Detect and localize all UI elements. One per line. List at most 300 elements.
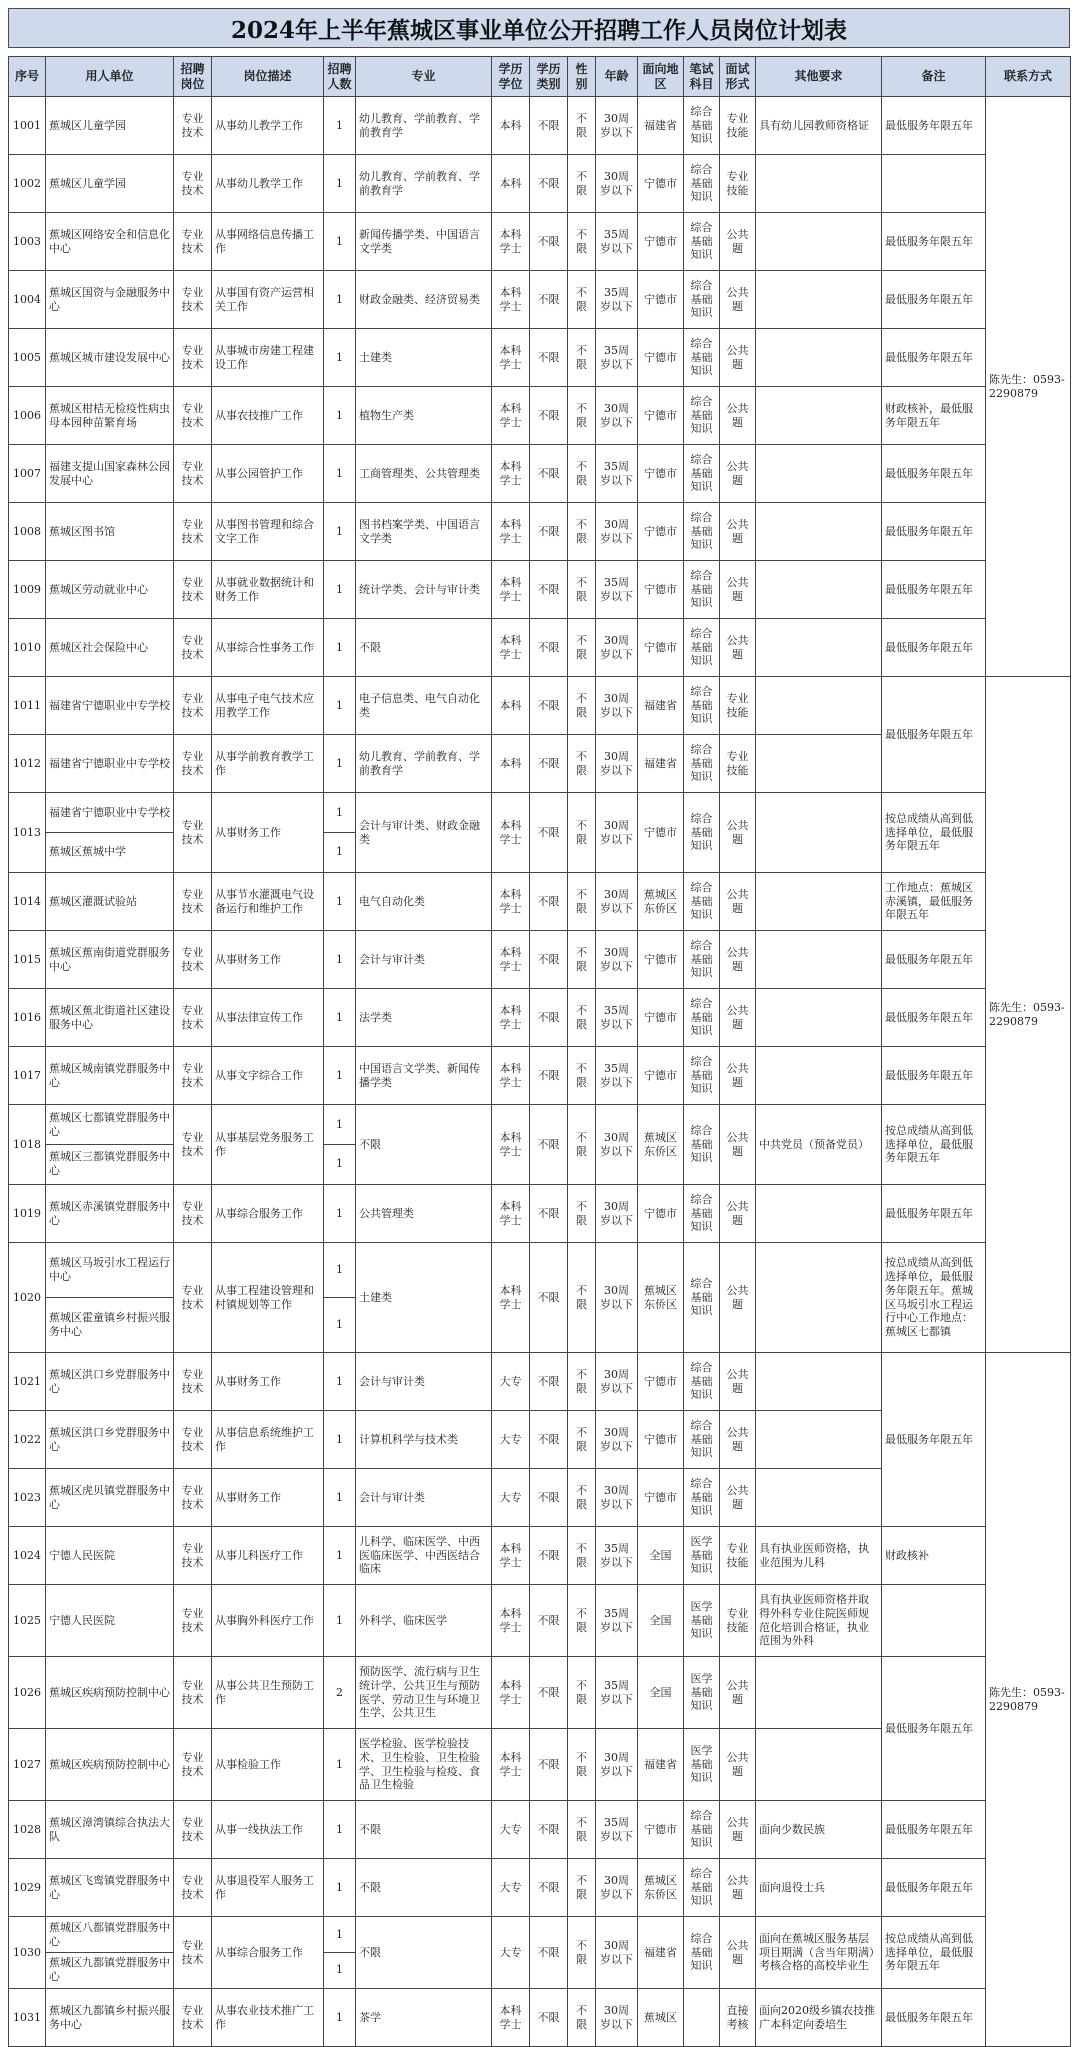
id-cell: 1020	[9, 1243, 46, 1353]
edu-cell: 本科学士	[492, 619, 530, 677]
num-cell: 1	[324, 561, 356, 619]
desc-cell: 从事节水灌溉电气设备运行和维护工作	[212, 873, 324, 931]
table-row	[9, 1859, 1071, 1917]
area-cell: 全国	[638, 1657, 684, 1729]
interview-cell: 公共题	[720, 1469, 756, 1527]
table-row	[9, 1917, 1071, 1989]
sex-cell: 不限	[568, 1185, 596, 1243]
cat-cell: 不限	[530, 387, 568, 445]
age-cell: 30周岁以下	[596, 1185, 638, 1243]
table-row	[9, 561, 1071, 619]
major-cell: 幼儿教育、学前教育、学前教育学	[356, 97, 492, 155]
cat-cell: 不限	[530, 1105, 568, 1185]
id-cell: 1028	[9, 1801, 46, 1859]
cat-cell: 不限	[530, 329, 568, 387]
sex-cell: 不限	[568, 1105, 596, 1185]
note-cell: 最低服务年限五年	[882, 445, 986, 503]
sex-cell: 不限	[568, 329, 596, 387]
age-cell: 30周岁以下	[596, 1243, 638, 1353]
table-row	[9, 1353, 1071, 1411]
edu-cell: 本科学士	[492, 271, 530, 329]
cat-cell: 不限	[530, 735, 568, 793]
interview-cell: 公共题	[720, 1729, 756, 1801]
post-cell: 专业技术	[174, 1585, 212, 1657]
sex-cell: 不限	[568, 619, 596, 677]
desc-cell: 从事检验工作	[212, 1729, 324, 1801]
unit-cell-part: 蕉城区三都镇党群服务中心	[49, 1150, 170, 1177]
post-cell: 专业技术	[174, 1729, 212, 1801]
post-cell: 专业技术	[174, 329, 212, 387]
desc-cell: 从事一线执法工作	[212, 1801, 324, 1859]
interview-cell: 专业技能	[720, 1585, 756, 1657]
col-interview-header: 面试形式	[720, 57, 756, 97]
contact-cell: 陈先生：0593-2290879	[986, 1353, 1071, 2047]
desc-cell: 从事财务工作	[212, 1353, 324, 1411]
id-cell: 1014	[9, 873, 46, 931]
area-cell: 宁德市	[638, 561, 684, 619]
area-cell: 宁德市	[638, 503, 684, 561]
desc-cell: 从事工程建设管理和村镇规划等工作	[212, 1243, 324, 1353]
major-cell: 统计学类、会计与审计类	[356, 561, 492, 619]
post-cell: 专业技术	[174, 561, 212, 619]
sex-cell: 不限	[568, 387, 596, 445]
unit-cell: 蕉城区柑桔无检疫性病虫母本园种苗繁育场	[46, 387, 174, 445]
num-cell-part: 1	[336, 1963, 343, 1977]
exam-cell: 综合基础知识	[684, 1243, 720, 1353]
contact-cell: 陈先生：0593-2290879	[986, 677, 1071, 1353]
cat-cell: 不限	[530, 155, 568, 213]
col-id-header: 序号	[9, 57, 46, 97]
sex-cell: 不限	[568, 735, 596, 793]
unit-cell: 蕉城区洪口乡党群服务中心	[46, 1353, 174, 1411]
edu-cell: 本科	[492, 735, 530, 793]
id-cell: 1002	[9, 155, 46, 213]
cat-cell: 不限	[530, 677, 568, 735]
id-cell: 1017	[9, 1047, 46, 1105]
area-cell: 宁德市	[638, 329, 684, 387]
post-cell: 专业技术	[174, 619, 212, 677]
id-cell: 1027	[9, 1729, 46, 1801]
other-cell	[756, 793, 882, 873]
interview-cell: 公共题	[720, 1185, 756, 1243]
cat-cell: 不限	[530, 1353, 568, 1411]
num-cell: 1	[324, 1989, 356, 2047]
interview-cell: 专业技能	[720, 735, 756, 793]
other-cell	[756, 873, 882, 931]
age-cell: 35周岁以下	[596, 561, 638, 619]
major-cell: 法学类	[356, 989, 492, 1047]
interview-cell: 公共题	[720, 989, 756, 1047]
major-cell: 土建类	[356, 329, 492, 387]
id-cell: 1029	[9, 1859, 46, 1917]
table-row	[9, 271, 1071, 329]
table-row	[9, 1047, 1071, 1105]
age-cell: 30周岁以下	[596, 1729, 638, 1801]
exam-cell: 综合基础知识	[684, 213, 720, 271]
num-cell: 1	[324, 873, 356, 931]
area-cell: 宁德市	[638, 155, 684, 213]
exam-cell: 综合基础知识	[684, 97, 720, 155]
interview-cell: 公共题	[720, 1105, 756, 1185]
age-cell: 30周岁以下	[596, 1105, 638, 1185]
exam-cell: 综合基础知识	[684, 931, 720, 989]
interview-cell: 专业技能	[720, 155, 756, 213]
other-cell	[756, 155, 882, 213]
unit-cell: 蕉城区洪口乡党群服务中心	[46, 1411, 174, 1469]
note-cell: 最低服务年限五年	[882, 561, 986, 619]
edu-cell: 本科学士	[492, 387, 530, 445]
table-row	[9, 1657, 1071, 1729]
exam-cell: 综合基础知识	[684, 1105, 720, 1185]
note-cell: 最低服务年限五年	[882, 1859, 986, 1917]
desc-cell: 从事公园管护工作	[212, 445, 324, 503]
table-row	[9, 989, 1071, 1047]
sex-cell: 不限	[568, 1917, 596, 1989]
id-cell: 1008	[9, 503, 46, 561]
age-cell: 35周岁以下	[596, 1801, 638, 1859]
edu-cell: 本科学士	[492, 213, 530, 271]
desc-cell: 从事幼儿教学工作	[212, 97, 324, 155]
id-cell: 1022	[9, 1411, 46, 1469]
desc-cell: 从事幼儿教学工作	[212, 155, 324, 213]
unit-cell	[46, 793, 174, 873]
age-cell: 30周岁以下	[596, 503, 638, 561]
num-cell-part: 1	[336, 845, 343, 859]
interview-cell: 直接考核	[720, 1989, 756, 2047]
num-cell: 1	[324, 97, 356, 155]
unit-cell: 蕉城区赤溪镇党群服务中心	[46, 1185, 174, 1243]
num-cell: 1	[324, 619, 356, 677]
num-cell-part: 1	[324, 794, 355, 833]
other-cell	[756, 1047, 882, 1105]
id-cell: 1003	[9, 213, 46, 271]
exam-cell: 综合基础知识	[684, 503, 720, 561]
num-cell: 1	[324, 1185, 356, 1243]
other-cell: 中共党员（预备党员）	[756, 1105, 882, 1185]
desc-cell: 从事财务工作	[212, 793, 324, 873]
interview-cell: 公共题	[720, 271, 756, 329]
area-cell: 福建省	[638, 1729, 684, 1801]
table-row	[9, 329, 1071, 387]
desc-cell: 从事胸外科医疗工作	[212, 1585, 324, 1657]
interview-cell: 公共题	[720, 931, 756, 989]
cat-cell: 不限	[530, 1411, 568, 1469]
other-cell	[756, 1729, 882, 1801]
note-cell: 财政核补，最低服务年限五年	[882, 387, 986, 445]
desc-cell: 从事法律宣传工作	[212, 989, 324, 1047]
area-cell: 蕉城区东侨区	[638, 873, 684, 931]
num-cell: 1	[324, 1527, 356, 1585]
unit-cell-part: 蕉城区八都镇党群服务中心	[46, 1918, 173, 1953]
area-cell: 宁德市	[638, 931, 684, 989]
unit-cell-part: 蕉城区蕉城中学	[49, 845, 126, 859]
table-row	[9, 1105, 1071, 1185]
other-cell	[756, 503, 882, 561]
area-cell: 宁德市	[638, 1185, 684, 1243]
edu-cell: 大专	[492, 1917, 530, 1989]
post-cell: 专业技术	[174, 873, 212, 931]
exam-cell: 综合基础知识	[684, 561, 720, 619]
id-cell: 1010	[9, 619, 46, 677]
num-cell: 1	[324, 989, 356, 1047]
age-cell: 35周岁以下	[596, 1585, 638, 1657]
sex-cell: 不限	[568, 271, 596, 329]
note-cell: 最低服务年限五年	[882, 503, 986, 561]
post-cell: 专业技术	[174, 1859, 212, 1917]
desc-cell: 从事国有资产运营相关工作	[212, 271, 324, 329]
id-cell: 1004	[9, 271, 46, 329]
exam-cell: 综合基础知识	[684, 387, 720, 445]
table-row	[9, 1989, 1071, 2047]
note-cell: 最低服务年限五年	[882, 989, 986, 1047]
area-cell: 全国	[638, 1527, 684, 1585]
exam-cell: 综合基础知识	[684, 329, 720, 387]
area-cell: 宁德市	[638, 1047, 684, 1105]
num-cell: 1	[324, 213, 356, 271]
desc-cell: 从事农业技术推广工作	[212, 1989, 324, 2047]
note-cell: 按总成绩从高到低选择单位，最低服务年限五年	[882, 1917, 986, 1989]
unit-cell: 蕉城区儿童学园	[46, 97, 174, 155]
exam-cell: 综合基础知识	[684, 677, 720, 735]
unit-cell: 蕉城区疾病预防控制中心	[46, 1729, 174, 1801]
table-header-row	[9, 57, 1071, 97]
age-cell: 35周岁以下	[596, 213, 638, 271]
post-cell: 专业技术	[174, 677, 212, 735]
desc-cell: 从事儿科医疗工作	[212, 1527, 324, 1585]
unit-cell-part: 蕉城区九都镇党群服务中心	[49, 1956, 170, 1983]
post-cell: 专业技术	[174, 1469, 212, 1527]
area-cell: 宁德市	[638, 1801, 684, 1859]
num-cell: 1	[324, 1353, 356, 1411]
unit-cell-part: 蕉城区七都镇党群服务中心	[46, 1106, 173, 1145]
interview-cell: 公共题	[720, 1047, 756, 1105]
age-cell: 30周岁以下	[596, 387, 638, 445]
num-cell: 1	[324, 445, 356, 503]
desc-cell: 从事城市房建工程建设工作	[212, 329, 324, 387]
age-cell: 35周岁以下	[596, 445, 638, 503]
table-row	[9, 155, 1071, 213]
col-sex-header: 性别	[568, 57, 596, 97]
post-cell: 专业技术	[174, 1657, 212, 1729]
post-cell: 专业技术	[174, 1047, 212, 1105]
age-cell: 35周岁以下	[596, 271, 638, 329]
area-cell: 宁德市	[638, 619, 684, 677]
exam-cell: 综合基础知识	[684, 619, 720, 677]
interview-cell: 公共题	[720, 1801, 756, 1859]
major-cell: 会计与审计类、财政金融类	[356, 793, 492, 873]
desc-cell: 从事综合性事务工作	[212, 619, 324, 677]
cat-cell: 不限	[530, 1989, 568, 2047]
age-cell: 30周岁以下	[596, 1353, 638, 1411]
edu-cell: 本科学士	[492, 561, 530, 619]
edu-cell: 本科学士	[492, 931, 530, 989]
edu-cell: 本科	[492, 97, 530, 155]
num-cell: 1	[324, 735, 356, 793]
sex-cell: 不限	[568, 213, 596, 271]
col-age-header: 年龄	[596, 57, 638, 97]
interview-cell: 公共题	[720, 1243, 756, 1353]
note-cell: 最低服务年限五年	[882, 619, 986, 677]
other-cell	[756, 1469, 882, 1527]
post-cell: 专业技术	[174, 387, 212, 445]
exam-cell: 综合基础知识	[684, 873, 720, 931]
cat-cell: 不限	[530, 931, 568, 989]
sex-cell: 不限	[568, 1243, 596, 1353]
edu-cell: 本科学士	[492, 1047, 530, 1105]
other-cell	[756, 271, 882, 329]
area-cell: 蕉城区东侨区	[638, 1859, 684, 1917]
area-cell: 福建省	[638, 1917, 684, 1989]
id-cell: 1001	[9, 97, 46, 155]
num-cell: 1	[324, 677, 356, 735]
sex-cell: 不限	[568, 503, 596, 561]
desc-cell: 从事综合服务工作	[212, 1917, 324, 1989]
sex-cell: 不限	[568, 1047, 596, 1105]
major-cell: 幼儿教育、学前教育、学前教育学	[356, 735, 492, 793]
age-cell: 30周岁以下	[596, 1917, 638, 1989]
edu-cell: 本科学士	[492, 1585, 530, 1657]
col-desc-header: 岗位描述	[212, 57, 324, 97]
age-cell: 30周岁以下	[596, 619, 638, 677]
unit-cell: 蕉城区城市建设发展中心	[46, 329, 174, 387]
edu-cell: 大专	[492, 1469, 530, 1527]
interview-cell: 公共题	[720, 1411, 756, 1469]
other-cell	[756, 931, 882, 989]
major-cell: 土建类	[356, 1243, 492, 1353]
exam-cell: 综合基础知识	[684, 989, 720, 1047]
age-cell: 30周岁以下	[596, 1859, 638, 1917]
area-cell: 蕉城区	[638, 1989, 684, 2047]
exam-cell: 综合基础知识	[684, 445, 720, 503]
area-cell: 福建省	[638, 97, 684, 155]
area-cell: 福建省	[638, 677, 684, 735]
post-cell: 专业技术	[174, 503, 212, 561]
desc-cell: 从事退役军人服务工作	[212, 1859, 324, 1917]
post-cell: 专业技术	[174, 735, 212, 793]
unit-cell: 蕉城区虎贝镇党群服务中心	[46, 1469, 174, 1527]
post-cell: 专业技术	[174, 931, 212, 989]
cat-cell: 不限	[530, 445, 568, 503]
interview-cell: 专业技能	[720, 1527, 756, 1585]
note-cell: 按总成绩从高到低选择单位，最低服务年限五年	[882, 793, 986, 873]
desc-cell: 从事就业数据统计和财务工作	[212, 561, 324, 619]
major-cell: 植物生产类	[356, 387, 492, 445]
major-cell: 会计与审计类	[356, 1469, 492, 1527]
unit-cell: 蕉城区蕉南街道党群服务中心	[46, 931, 174, 989]
note-cell: 最低服务年限五年	[882, 97, 986, 155]
age-cell: 30周岁以下	[596, 1989, 638, 2047]
unit-cell	[46, 1105, 174, 1185]
major-cell: 医学检验、医学检验技术、卫生检验、卫生检验学、卫生检验与检疫、食品卫生检验	[356, 1729, 492, 1801]
num-cell	[324, 793, 356, 873]
table-row	[9, 97, 1071, 155]
post-cell: 专业技术	[174, 1185, 212, 1243]
exam-cell: 综合基础知识	[684, 1185, 720, 1243]
other-cell	[756, 1411, 882, 1469]
sex-cell: 不限	[568, 1527, 596, 1585]
exam-cell: 综合基础知识	[684, 1917, 720, 1989]
id-cell: 1018	[9, 1105, 46, 1185]
exam-cell: 综合基础知识	[684, 1411, 720, 1469]
num-cell: 1	[324, 931, 356, 989]
age-cell: 30周岁以下	[596, 155, 638, 213]
interview-cell: 公共题	[720, 1917, 756, 1989]
post-cell: 专业技术	[174, 1527, 212, 1585]
note-cell: 最低服务年限五年	[882, 677, 986, 793]
age-cell: 30周岁以下	[596, 1411, 638, 1469]
unit-cell: 福建省宁德职业中专学校	[46, 735, 174, 793]
post-cell: 专业技术	[174, 1989, 212, 2047]
major-cell: 茶学	[356, 1989, 492, 2047]
post-cell: 专业技术	[174, 1243, 212, 1353]
cat-cell: 不限	[530, 1729, 568, 1801]
interview-cell: 公共题	[720, 329, 756, 387]
table-row	[9, 1527, 1071, 1585]
unit-cell: 蕉城区疾病预防控制中心	[46, 1657, 174, 1729]
table-row	[9, 213, 1071, 271]
num-cell: 1	[324, 155, 356, 213]
note-cell: 最低服务年限五年	[882, 1353, 986, 1527]
age-cell: 35周岁以下	[596, 329, 638, 387]
col-note-header: 备注	[882, 57, 986, 97]
unit-cell: 蕉城区社会保险中心	[46, 619, 174, 677]
id-cell: 1013	[9, 793, 46, 873]
area-cell: 福建省	[638, 735, 684, 793]
post-cell: 专业技术	[174, 1411, 212, 1469]
note-cell: 按总成绩从高到低选择单位，最低服务年限五年。蕉城区马坂引水工程运行中心工作地点：蕉城区七都镇	[882, 1243, 986, 1353]
interview-cell: 公共题	[720, 793, 756, 873]
note-cell: 最低服务年限五年	[882, 1657, 986, 1801]
major-cell: 工商管理类、公共管理类	[356, 445, 492, 503]
unit-cell: 蕉城区飞鸾镇党群服务中心	[46, 1859, 174, 1917]
page-title: 2024年上半年蕉城区事业单位公开招聘工作人员岗位计划表	[8, 8, 1070, 48]
col-cat-header: 学历类别	[530, 57, 568, 97]
cat-cell: 不限	[530, 989, 568, 1047]
num-cell-part: 1	[324, 1106, 355, 1145]
num-cell: 1	[324, 1729, 356, 1801]
other-cell	[756, 677, 882, 735]
exam-cell: 综合基础知识	[684, 155, 720, 213]
age-cell: 35周岁以下	[596, 1047, 638, 1105]
num-cell: 1	[324, 1469, 356, 1527]
major-cell: 外科学、临床医学	[356, 1585, 492, 1657]
other-cell	[756, 213, 882, 271]
exam-cell	[684, 1989, 720, 2047]
num-cell: 1	[324, 1047, 356, 1105]
id-cell: 1015	[9, 931, 46, 989]
area-cell: 宁德市	[638, 989, 684, 1047]
sex-cell: 不限	[568, 931, 596, 989]
age-cell: 30周岁以下	[596, 793, 638, 873]
note-cell	[882, 155, 986, 213]
area-cell: 蕉城区东侨区	[638, 1105, 684, 1185]
interview-cell: 公共题	[720, 213, 756, 271]
unit-cell	[46, 1243, 174, 1353]
cat-cell: 不限	[530, 561, 568, 619]
note-cell: 财政核补	[882, 1527, 986, 1585]
cat-cell: 不限	[530, 213, 568, 271]
id-cell: 1005	[9, 329, 46, 387]
unit-cell-part: 福建省宁德职业中专学校	[46, 794, 173, 833]
table-row	[9, 503, 1071, 561]
num-cell: 1	[324, 329, 356, 387]
note-cell: 最低服务年限五年	[882, 1047, 986, 1105]
note-cell: 最低服务年限五年	[882, 1989, 986, 2047]
other-cell	[756, 1185, 882, 1243]
table-row	[9, 387, 1071, 445]
age-cell: 30周岁以下	[596, 931, 638, 989]
other-cell	[756, 619, 882, 677]
